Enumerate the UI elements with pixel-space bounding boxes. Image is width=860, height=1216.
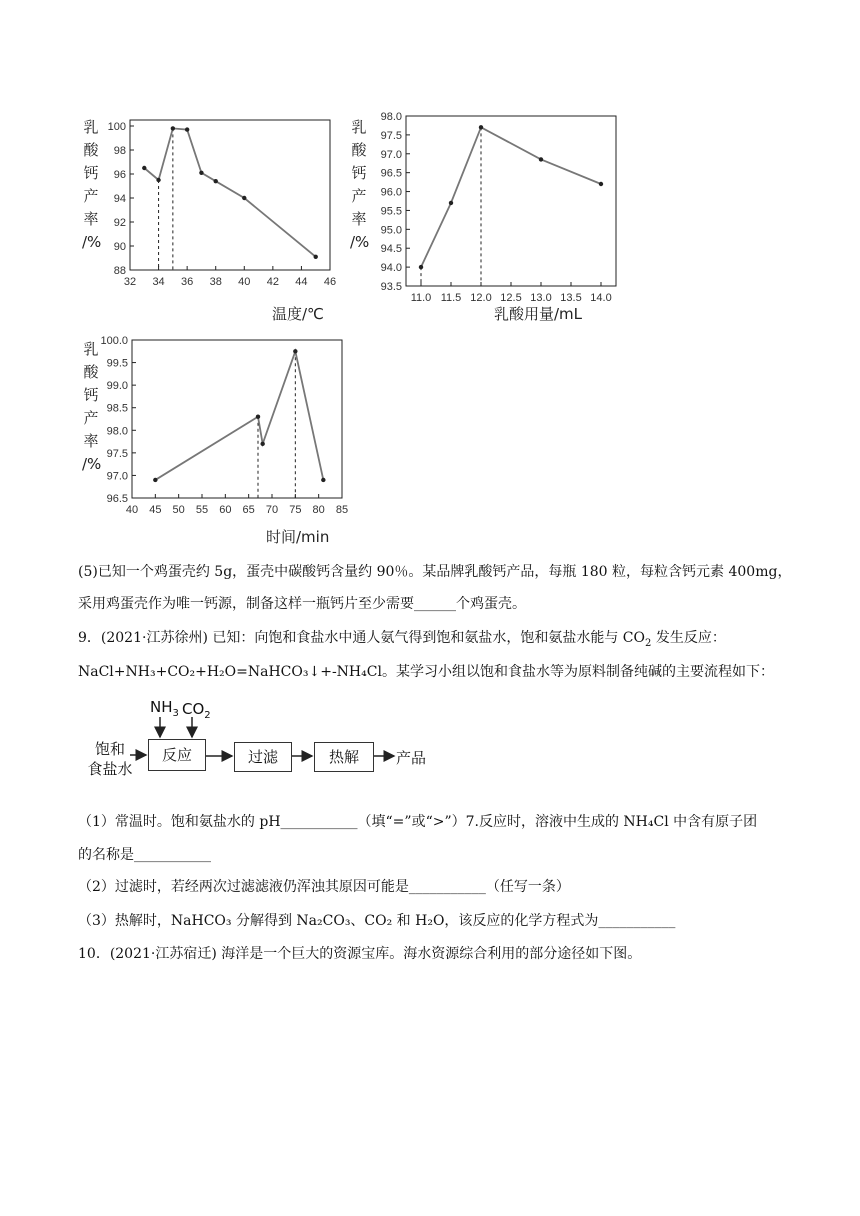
y-tick-label: 96	[113, 169, 126, 181]
x-tick-label: 11.5	[440, 292, 462, 304]
chart-time	[78, 330, 358, 550]
y-label-char: 乳	[351, 118, 367, 136]
y-tick-label: 96.5	[380, 167, 402, 180]
y-tick-label: 93.5	[380, 281, 402, 293]
data-point	[242, 196, 246, 200]
chart-temperature	[78, 110, 358, 330]
q9-intro-sub: 2	[645, 637, 652, 649]
flow-input-line-1: 饱和	[94, 740, 125, 758]
process-flow-diagram	[78, 697, 438, 787]
data-point	[153, 478, 157, 482]
y-label-char: /%	[82, 455, 102, 473]
data-point	[539, 157, 543, 161]
y-label-char: 钙	[83, 386, 99, 404]
x-tick-label: 85	[335, 504, 349, 516]
y-label-char: 产	[351, 187, 367, 205]
x-tick-label: 34	[152, 276, 165, 288]
y-tick-label: 99.0	[106, 380, 128, 393]
q9-part-1-line-2: 的名称是___________	[78, 847, 211, 863]
y-label-char: 钙	[83, 164, 99, 182]
y-tick-label: 98.0	[380, 111, 402, 123]
flow-input-line-2: 食盐水	[87, 760, 133, 778]
x-tick-label: 50	[172, 504, 185, 516]
chart-y-axis-label	[350, 116, 368, 254]
y-label-char: 产	[83, 187, 99, 205]
chart-plot	[346, 106, 636, 310]
data-point	[479, 125, 483, 129]
data-point	[449, 201, 453, 205]
co2-sub: 2	[204, 710, 211, 721]
data-point	[419, 265, 423, 269]
series-line	[144, 128, 315, 256]
data-point	[156, 178, 160, 182]
y-label-char: /%	[82, 233, 102, 251]
x-tick-label: 32	[123, 276, 137, 288]
y-label-char: 酸	[83, 141, 99, 159]
y-tick-label: 98.5	[106, 402, 128, 415]
chart-x-axis-label: 温度/℃	[272, 305, 324, 323]
y-tick-label: 95.5	[380, 205, 402, 218]
data-point	[185, 127, 189, 131]
q10-intro: 10．(2021·江苏宿迁) 海洋是一个巨大的资源宝库。海水资源综合利用的部分途径如下图。	[78, 946, 642, 962]
series-line	[155, 351, 323, 480]
y-tick-label: 94.5	[380, 243, 402, 256]
y-tick-label: 96.5	[106, 493, 128, 505]
y-tick-label: 97.5	[380, 129, 402, 142]
flow-step-reaction: 反应	[148, 739, 206, 771]
x-tick-label: 75	[289, 504, 302, 516]
x-tick-label: 11.0	[410, 292, 432, 304]
x-tick-label: 70	[265, 504, 279, 516]
x-tick-label: 13.5	[560, 292, 582, 304]
x-tick-label: 55	[195, 504, 209, 516]
chart-lactic-acid-amount	[346, 106, 636, 330]
y-label-char: 酸	[351, 141, 367, 159]
q5-line-1: (5)已知一个鸡蛋壳约 5g，蛋壳中碳酸钙含量约 90％。某品牌乳酸钙产品，每瓶 180 粒，每粒含钙元素 400mg，	[78, 564, 792, 580]
x-tick-label: 45	[149, 504, 162, 516]
x-tick-label: 36	[181, 276, 194, 288]
q9-part-2: （2）过滤时，若经两次过滤滤液仍浑浊其原因可能是___________（任写一条）	[78, 879, 570, 895]
y-tick-label: 100	[107, 121, 126, 133]
flow-arrows	[78, 697, 438, 787]
data-point	[314, 255, 318, 259]
x-tick-label: 38	[209, 276, 222, 288]
plot-frame	[406, 116, 616, 286]
q9-intro-line-1	[78, 628, 783, 654]
data-point	[142, 166, 146, 170]
y-label-char: 率	[83, 210, 99, 228]
data-point	[214, 179, 218, 183]
y-tick-label: 97.0	[106, 470, 128, 483]
q9-intro-text-end: 发生反应：	[651, 630, 726, 646]
x-tick-label: 80	[312, 504, 325, 516]
y-label-char: 率	[351, 210, 367, 228]
y-label-char: 率	[83, 432, 99, 450]
data-point	[293, 349, 297, 353]
y-label-char: 酸	[83, 363, 99, 381]
y-tick-label: 94.0	[380, 262, 402, 275]
y-tick-label: 95.0	[380, 224, 402, 237]
y-label-char: 产	[83, 409, 99, 427]
data-point	[260, 442, 264, 446]
q5-line-2: 采用鸡蛋壳作为唯一钙源，制备这样一瓶钙片至少需要______个鸡蛋壳。	[78, 596, 526, 612]
x-tick-label: 14.0	[590, 292, 612, 304]
y-label-char: /%	[350, 233, 370, 251]
y-tick-label: 97.0	[380, 148, 402, 161]
data-point	[599, 182, 603, 186]
y-tick-label: 99.5	[106, 357, 128, 370]
y-label-char: 钙	[351, 164, 367, 182]
y-tick-label: 90	[113, 241, 126, 253]
x-tick-label: 12.0	[470, 292, 492, 304]
y-label-char: 乳	[83, 340, 99, 358]
series-line	[421, 127, 601, 267]
x-tick-label: 12.5	[500, 292, 522, 304]
y-tick-label: 88	[113, 265, 126, 277]
flow-step-filter: 过滤	[234, 742, 292, 772]
x-tick-label: 60	[219, 504, 232, 516]
y-tick-label: 100.0	[100, 335, 128, 347]
data-point	[256, 415, 260, 419]
data-point	[321, 478, 325, 482]
plot-frame	[130, 120, 330, 270]
q9-part-1-line-1: （1）常温时。饱和氨盐水的 pH___________（填“=”或“>”）7.反应时，溶液中生成的 NH₄Cl 中含有原子团	[78, 814, 758, 830]
chart-x-axis-label: 乳酸用量/mL	[494, 305, 583, 323]
co2-text: CO	[182, 700, 205, 718]
chart-y-axis-label	[82, 116, 100, 254]
x-tick-label: 65	[242, 504, 255, 516]
y-tick-label: 97.5	[106, 447, 128, 460]
x-tick-label: 40	[238, 276, 251, 288]
x-tick-label: 13.0	[530, 292, 552, 304]
chart-x-axis-label: 时间/min	[266, 528, 330, 546]
y-label-char: 乳	[83, 118, 99, 136]
data-point	[171, 126, 175, 130]
q9-intro-line-2: NaCl+NH₃+CO₂+H₂O=NaHCO₃↓+-NH₄Cl。某学习小组以饱和食盐水等为原料制备纯碱的主要流程如下：	[78, 664, 774, 680]
chart-y-axis-label	[82, 338, 100, 476]
y-tick-label: 96.0	[380, 186, 402, 199]
x-tick-label: 40	[125, 504, 139, 516]
nh3-text: NH	[150, 698, 173, 716]
y-tick-label: 98.0	[106, 425, 128, 438]
chart-plot	[78, 110, 358, 310]
flow-step-pyrolysis: 热解	[314, 742, 374, 772]
x-tick-label: 42	[266, 276, 279, 288]
y-tick-label: 92	[113, 217, 126, 229]
q9-intro-text: 9．(2021·江苏徐州) 已知：向饱和食盐水中通人氨气得到饱和氨盐水，饱和氨盐水能与 CO	[78, 630, 645, 646]
flow-output-label: 产品	[396, 749, 427, 767]
y-tick-label: 94	[113, 193, 126, 205]
nh3-sub: 3	[172, 708, 179, 719]
data-point	[199, 171, 203, 175]
x-tick-label: 44	[295, 276, 308, 288]
chart-plot	[78, 330, 358, 530]
x-tick-label: 46	[323, 276, 337, 288]
q9-part-3: （3）热解时，NaHCO₃ 分解得到 Na₂CO₃、CO₂ 和 H₂O，该反应的化学方程式为___________	[78, 913, 676, 929]
y-tick-label: 98	[113, 145, 126, 157]
